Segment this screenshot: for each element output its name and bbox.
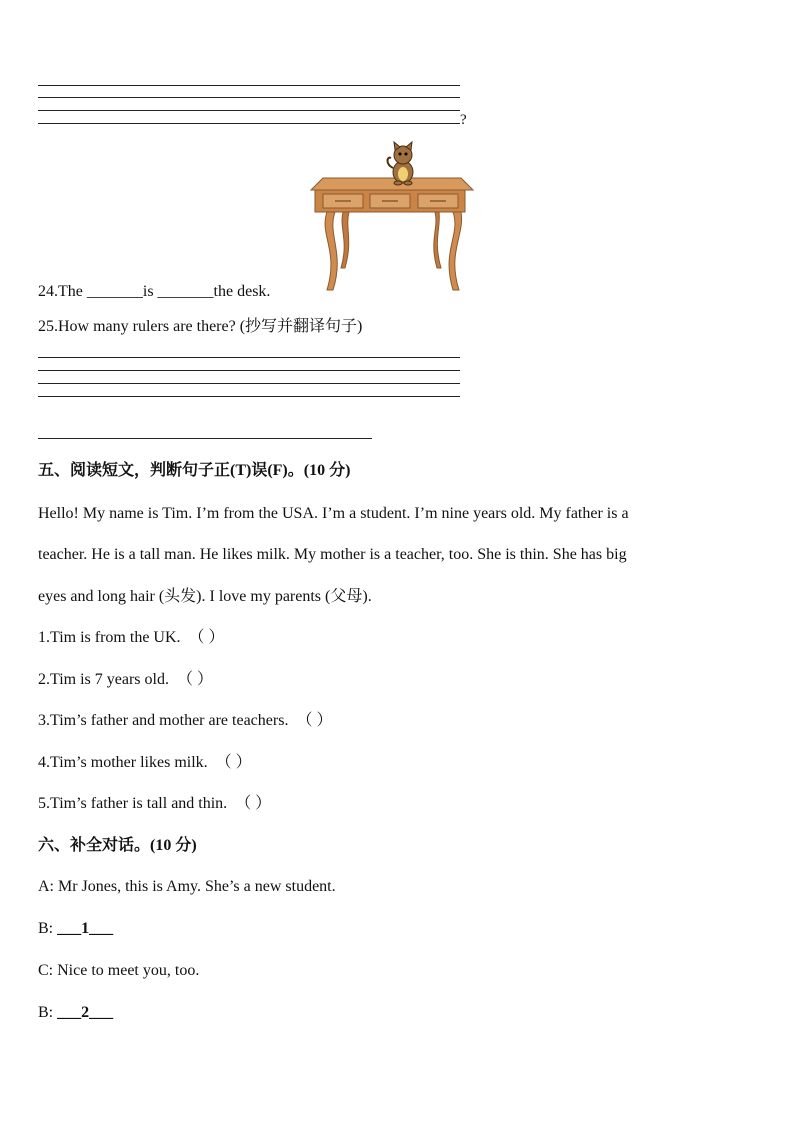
question-24: 24.The _______is _______the desk. [38,283,271,300]
answer-line [38,370,460,371]
answer-line [38,383,460,384]
dialogue-line: B: ___1___ [38,920,114,937]
answer-paren[interactable]: （ ） [215,754,252,771]
blank[interactable]: _______ [86,283,143,300]
tf-item: 2.Tim is 7 years old. （ ） [38,671,213,688]
cat-on-desk-icon [305,140,475,300]
question-mark: ? [460,112,467,128]
tf-item: 1.Tim is from the UK. （ ） [38,629,225,646]
answer-paren[interactable]: （ ） [296,712,333,729]
dialogue-blank[interactable]: ___1___ [57,920,114,937]
blank[interactable]: _______ [157,283,214,300]
section-6-title: 六、补全对话。(10 分) [38,837,197,854]
dialogue-line: B: ___2___ [38,1004,114,1021]
answer-line [38,438,372,439]
answer-line [38,396,460,397]
tf-item: 5.Tim’s father is tall and thin. （ ） [38,795,272,812]
answer-line [38,110,460,111]
passage-line: teacher. He is a tall man. He likes milk. My mother is a teacher, too. She is thin. She has big [38,546,627,563]
answer-paren[interactable]: （ ） [235,795,272,812]
answer-line [38,123,460,124]
dialogue-line: C: Nice to meet you, too. [38,962,200,979]
question-25 [38,317,362,337]
tf-item: 3.Tim’s father and mother are teachers. （ ） [38,712,333,729]
answer-line [38,97,460,98]
answer-paren[interactable]: （ ） [188,629,225,646]
tf-item: 4.Tim’s mother likes milk. （ ） [38,754,252,771]
question-text: How many rulers are there? (抄写并翻译句子) [58,318,363,335]
answer-line [38,357,460,358]
answer-paren[interactable]: （ ） [176,671,213,688]
answer-line [38,85,460,86]
passage-line: eyes and long hair (头发). I love my parents (父母). [38,588,372,605]
passage-line: Hello! My name is Tim. I’m from the USA. I’m a student. I’m nine years old. My father is a [38,505,629,522]
dialogue-line: A: Mr Jones, this is Amy. She’s a new student. [38,878,336,895]
question-number: 25. [38,318,58,335]
dialogue-blank[interactable]: ___2___ [57,1004,114,1021]
section-5-title: 五、阅读短文，判断句子正(T)误(F)。(10 分) [38,462,351,479]
question-number: 24. [38,283,58,300]
